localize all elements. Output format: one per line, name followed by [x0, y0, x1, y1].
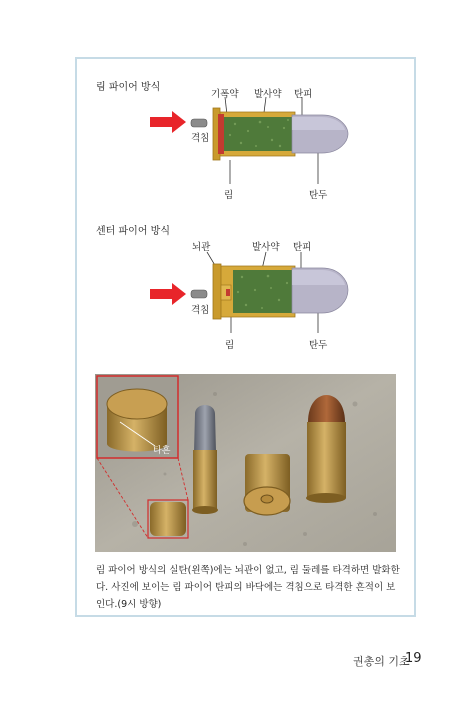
- rimfire-title: 림 파이어 방식: [96, 82, 161, 93]
- label-strike: 타흔: [153, 446, 171, 456]
- cartridge-photo: [95, 374, 396, 552]
- centerfire-title: 센터 파이어 방식: [96, 226, 170, 237]
- footer-section: 권총의 기초: [353, 655, 410, 668]
- label-primer: 뇌관: [192, 242, 211, 253]
- label-pin: 격침: [191, 133, 210, 144]
- label-powder: 발사약: [254, 89, 282, 100]
- figure-caption: 림 파이어 방식의 실탄(왼쪽)에는 뇌관이 없고, 림 둘레를 타격하면 발화한다. 사진에 보이는 림 파이어 탄피의 바닥에는 격침으로 타격한 흔적이 보인다.(9시 방향): [96, 565, 400, 610]
- label-rim-cf: 림: [225, 340, 235, 351]
- label-case: 탄피: [294, 89, 313, 100]
- label-powder-cf: 발사약: [252, 242, 280, 253]
- rimfire-cartridge: [193, 450, 217, 510]
- label-pin-cf: 격침: [191, 305, 210, 316]
- label-bullet: 탄두: [309, 190, 328, 201]
- label-rim: 림: [224, 190, 234, 201]
- page-number: 19: [405, 651, 422, 666]
- label-bullet-cf: 탄두: [309, 340, 328, 351]
- arrow-icon: [150, 283, 186, 305]
- label-case-cf: 탄피: [293, 242, 312, 253]
- copper-cartridge: [307, 422, 346, 498]
- label-priming: 기폭약: [211, 89, 239, 100]
- firing-pin: [191, 290, 207, 298]
